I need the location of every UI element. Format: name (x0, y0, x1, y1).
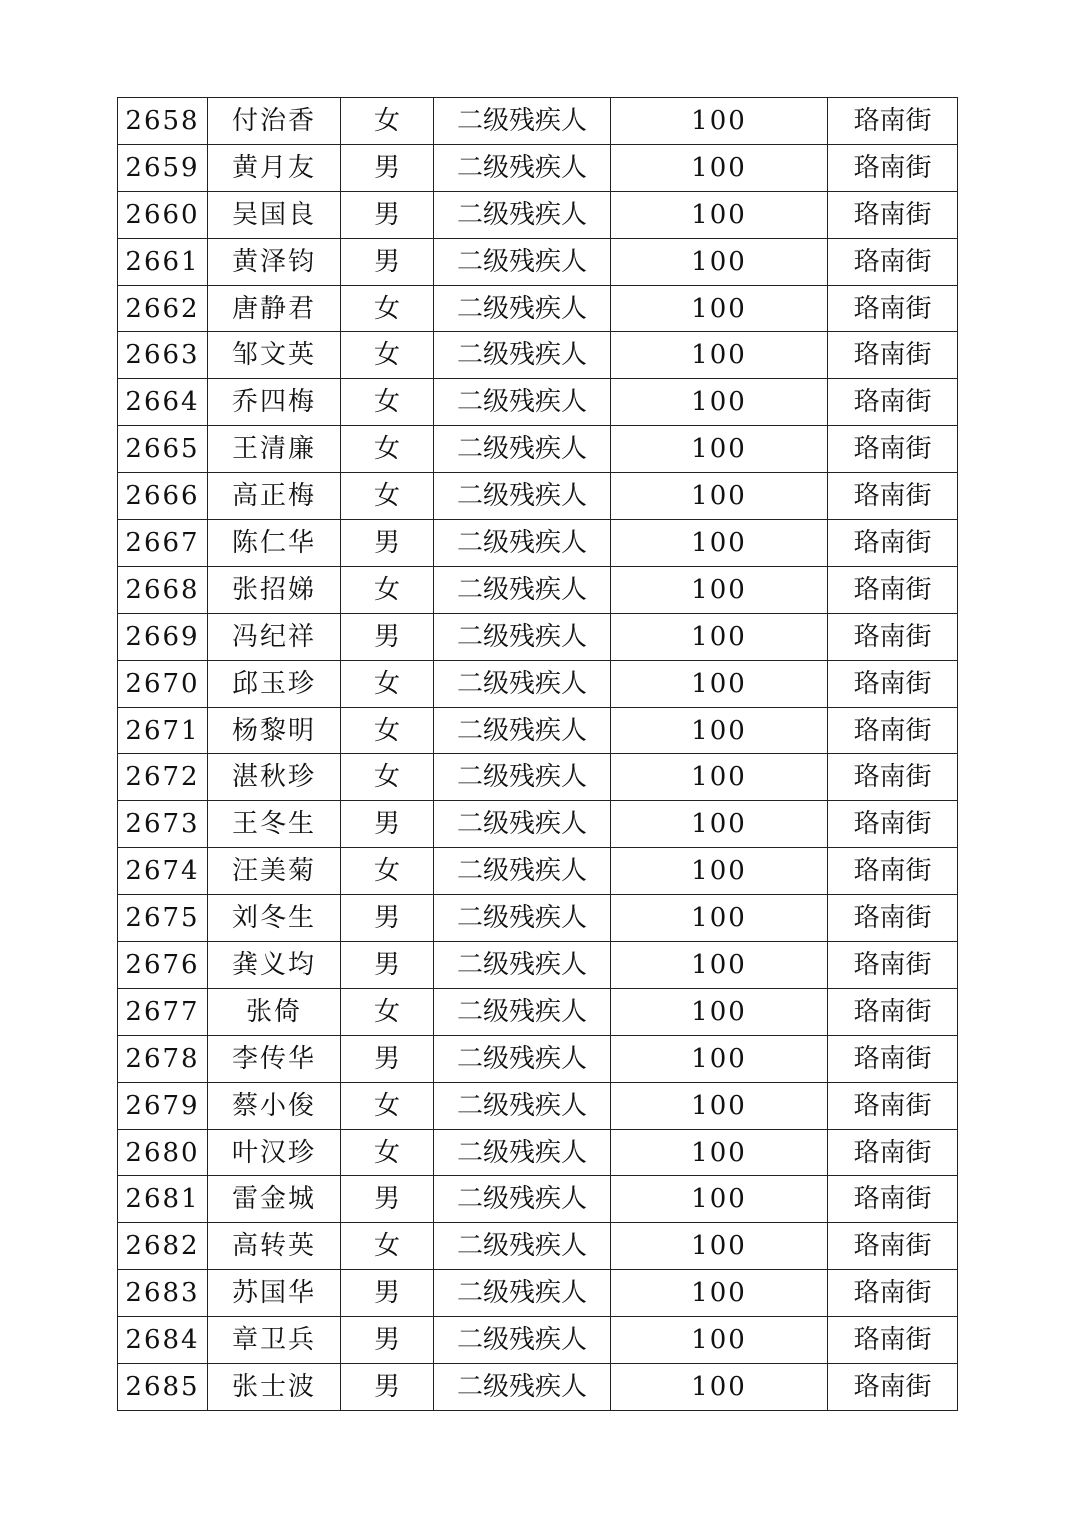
table-row (118, 801, 958, 848)
amount-cell: 100 (611, 332, 828, 379)
disability-category-cell: 二级残疾人 (434, 754, 611, 801)
amount-cell: 100 (611, 895, 828, 942)
row-number-cell: 2660 (118, 191, 208, 238)
gender-cell: 女 (341, 98, 434, 145)
gender-cell: 女 (341, 426, 434, 473)
table-row (118, 848, 958, 895)
person-name-cell: 乔四梅 (208, 379, 341, 426)
person-name-cell: 湛秋珍 (208, 754, 341, 801)
gender-cell: 女 (341, 332, 434, 379)
row-number-cell: 2669 (118, 613, 208, 660)
street-cell: 珞南街 (828, 1223, 958, 1270)
person-name-cell: 王清廉 (208, 426, 341, 473)
row-number-cell: 2682 (118, 1223, 208, 1270)
table-row (118, 473, 958, 520)
gender-cell: 女 (341, 660, 434, 707)
disability-category-cell: 二级残疾人 (434, 1223, 611, 1270)
person-name-cell: 章卫兵 (208, 1317, 341, 1364)
person-name-cell: 蔡小俊 (208, 1082, 341, 1129)
street-cell: 珞南街 (828, 473, 958, 520)
amount-cell: 100 (611, 191, 828, 238)
row-number-cell: 2679 (118, 1082, 208, 1129)
gender-cell: 男 (341, 144, 434, 191)
amount-cell: 100 (611, 1223, 828, 1270)
roster-table (117, 97, 958, 1411)
street-cell: 珞南街 (828, 191, 958, 238)
row-number-cell: 2666 (118, 473, 208, 520)
person-name-cell: 张招娣 (208, 566, 341, 613)
person-name-cell: 吴国良 (208, 191, 341, 238)
table-row (118, 1364, 958, 1411)
gender-cell: 男 (341, 801, 434, 848)
amount-cell: 100 (611, 988, 828, 1035)
amount-cell: 100 (611, 379, 828, 426)
street-cell: 珞南街 (828, 942, 958, 989)
row-number-cell: 2665 (118, 426, 208, 473)
row-number-cell: 2670 (118, 660, 208, 707)
table-row (118, 332, 958, 379)
amount-cell: 100 (611, 473, 828, 520)
gender-cell: 女 (341, 1129, 434, 1176)
row-number-cell: 2673 (118, 801, 208, 848)
table-row (118, 285, 958, 332)
gender-cell: 男 (341, 238, 434, 285)
row-number-cell: 2675 (118, 895, 208, 942)
amount-cell: 100 (611, 1082, 828, 1129)
amount-cell: 100 (611, 613, 828, 660)
table-row (118, 1317, 958, 1364)
person-name-cell: 冯纪祥 (208, 613, 341, 660)
table-row (118, 707, 958, 754)
amount-cell: 100 (611, 754, 828, 801)
street-cell: 珞南街 (828, 1317, 958, 1364)
table-row (118, 238, 958, 285)
table-row (118, 566, 958, 613)
amount-cell: 100 (611, 1176, 828, 1223)
gender-cell: 男 (341, 613, 434, 660)
disability-category-cell: 二级残疾人 (434, 660, 611, 707)
gender-cell: 男 (341, 1364, 434, 1411)
row-number-cell: 2667 (118, 520, 208, 567)
gender-cell: 女 (341, 1082, 434, 1129)
person-name-cell: 张士波 (208, 1364, 341, 1411)
roster-body (118, 98, 958, 1411)
street-cell: 珞南街 (828, 285, 958, 332)
amount-cell: 100 (611, 1129, 828, 1176)
street-cell: 珞南街 (828, 848, 958, 895)
gender-cell: 男 (341, 1176, 434, 1223)
gender-cell: 女 (341, 473, 434, 520)
disability-category-cell: 二级残疾人 (434, 613, 611, 660)
row-number-cell: 2659 (118, 144, 208, 191)
disability-category-cell: 二级残疾人 (434, 1035, 611, 1082)
street-cell: 珞南街 (828, 660, 958, 707)
row-number-cell: 2658 (118, 98, 208, 145)
person-name-cell: 杨黎明 (208, 707, 341, 754)
table-row (118, 1035, 958, 1082)
person-name-cell: 邱玉珍 (208, 660, 341, 707)
street-cell: 珞南街 (828, 1176, 958, 1223)
person-name-cell: 张倚 (208, 988, 341, 1035)
street-cell: 珞南街 (828, 1129, 958, 1176)
disability-category-cell: 二级残疾人 (434, 98, 611, 145)
street-cell: 珞南街 (828, 238, 958, 285)
gender-cell: 女 (341, 379, 434, 426)
row-number-cell: 2676 (118, 942, 208, 989)
street-cell: 珞南街 (828, 1270, 958, 1317)
row-number-cell: 2685 (118, 1364, 208, 1411)
disability-category-cell: 二级残疾人 (434, 238, 611, 285)
row-number-cell: 2681 (118, 1176, 208, 1223)
street-cell: 珞南街 (828, 988, 958, 1035)
gender-cell: 女 (341, 1223, 434, 1270)
person-name-cell: 黄泽钧 (208, 238, 341, 285)
person-name-cell: 王冬生 (208, 801, 341, 848)
table-row (118, 144, 958, 191)
row-number-cell: 2661 (118, 238, 208, 285)
table-row (118, 1082, 958, 1129)
gender-cell: 男 (341, 191, 434, 238)
row-number-cell: 2671 (118, 707, 208, 754)
amount-cell: 100 (611, 1035, 828, 1082)
amount-cell: 100 (611, 848, 828, 895)
street-cell: 珞南街 (828, 144, 958, 191)
street-cell: 珞南街 (828, 1082, 958, 1129)
row-number-cell: 2677 (118, 988, 208, 1035)
disability-category-cell: 二级残疾人 (434, 707, 611, 754)
amount-cell: 100 (611, 942, 828, 989)
disability-category-cell: 二级残疾人 (434, 1270, 611, 1317)
person-name-cell: 李传华 (208, 1035, 341, 1082)
person-name-cell: 陈仁华 (208, 520, 341, 567)
row-number-cell: 2680 (118, 1129, 208, 1176)
table-row (118, 613, 958, 660)
amount-cell: 100 (611, 98, 828, 145)
street-cell: 珞南街 (828, 1364, 958, 1411)
table-row (118, 520, 958, 567)
disability-category-cell: 二级残疾人 (434, 426, 611, 473)
person-name-cell: 高正梅 (208, 473, 341, 520)
person-name-cell: 黄月友 (208, 144, 341, 191)
disability-category-cell: 二级残疾人 (434, 895, 611, 942)
table-row (118, 379, 958, 426)
disability-category-cell: 二级残疾人 (434, 848, 611, 895)
disability-category-cell: 二级残疾人 (434, 1082, 611, 1129)
row-number-cell: 2672 (118, 754, 208, 801)
table-row (118, 1129, 958, 1176)
table-row (118, 660, 958, 707)
street-cell: 珞南街 (828, 379, 958, 426)
street-cell: 珞南街 (828, 520, 958, 567)
disability-category-cell: 二级残疾人 (434, 379, 611, 426)
disability-category-cell: 二级残疾人 (434, 566, 611, 613)
street-cell: 珞南街 (828, 895, 958, 942)
street-cell: 珞南街 (828, 98, 958, 145)
amount-cell: 100 (611, 238, 828, 285)
disability-category-cell: 二级残疾人 (434, 1129, 611, 1176)
row-number-cell: 2662 (118, 285, 208, 332)
gender-cell: 女 (341, 707, 434, 754)
disability-category-cell: 二级残疾人 (434, 332, 611, 379)
street-cell: 珞南街 (828, 1035, 958, 1082)
person-name-cell: 叶汉珍 (208, 1129, 341, 1176)
disability-category-cell: 二级残疾人 (434, 520, 611, 567)
street-cell: 珞南街 (828, 754, 958, 801)
row-number-cell: 2684 (118, 1317, 208, 1364)
amount-cell: 100 (611, 660, 828, 707)
gender-cell: 男 (341, 520, 434, 567)
table-row (118, 942, 958, 989)
table-row (118, 1223, 958, 1270)
street-cell: 珞南街 (828, 566, 958, 613)
table-row (118, 426, 958, 473)
table-row (118, 895, 958, 942)
gender-cell: 男 (341, 1317, 434, 1364)
person-name-cell: 邹文英 (208, 332, 341, 379)
disability-category-cell: 二级残疾人 (434, 1364, 611, 1411)
gender-cell: 女 (341, 754, 434, 801)
person-name-cell: 汪美菊 (208, 848, 341, 895)
gender-cell: 女 (341, 285, 434, 332)
row-number-cell: 2678 (118, 1035, 208, 1082)
street-cell: 珞南街 (828, 426, 958, 473)
person-name-cell: 唐静君 (208, 285, 341, 332)
table-row (118, 1176, 958, 1223)
amount-cell: 100 (611, 566, 828, 613)
table-row (118, 98, 958, 145)
disability-category-cell: 二级残疾人 (434, 144, 611, 191)
disability-category-cell: 二级残疾人 (434, 801, 611, 848)
disability-category-cell: 二级残疾人 (434, 1317, 611, 1364)
disability-category-cell: 二级残疾人 (434, 473, 611, 520)
disability-category-cell: 二级残疾人 (434, 988, 611, 1035)
person-name-cell: 高转英 (208, 1223, 341, 1270)
amount-cell: 100 (611, 1270, 828, 1317)
person-name-cell: 付治香 (208, 98, 341, 145)
amount-cell: 100 (611, 520, 828, 567)
gender-cell: 男 (341, 1270, 434, 1317)
person-name-cell: 雷金城 (208, 1176, 341, 1223)
disability-category-cell: 二级残疾人 (434, 942, 611, 989)
table-row (118, 1270, 958, 1317)
row-number-cell: 2664 (118, 379, 208, 426)
amount-cell: 100 (611, 801, 828, 848)
table-row (118, 988, 958, 1035)
street-cell: 珞南街 (828, 801, 958, 848)
person-name-cell: 龚义均 (208, 942, 341, 989)
gender-cell: 女 (341, 848, 434, 895)
street-cell: 珞南街 (828, 613, 958, 660)
amount-cell: 100 (611, 1364, 828, 1411)
row-number-cell: 2674 (118, 848, 208, 895)
table-row (118, 754, 958, 801)
person-name-cell: 刘冬生 (208, 895, 341, 942)
table-row (118, 191, 958, 238)
gender-cell: 女 (341, 566, 434, 613)
row-number-cell: 2663 (118, 332, 208, 379)
street-cell: 珞南街 (828, 332, 958, 379)
gender-cell: 男 (341, 942, 434, 989)
amount-cell: 100 (611, 707, 828, 754)
street-cell: 珞南街 (828, 707, 958, 754)
gender-cell: 男 (341, 1035, 434, 1082)
amount-cell: 100 (611, 1317, 828, 1364)
row-number-cell: 2683 (118, 1270, 208, 1317)
row-number-cell: 2668 (118, 566, 208, 613)
amount-cell: 100 (611, 285, 828, 332)
disability-category-cell: 二级残疾人 (434, 1176, 611, 1223)
amount-cell: 100 (611, 426, 828, 473)
person-name-cell: 苏国华 (208, 1270, 341, 1317)
disability-category-cell: 二级残疾人 (434, 285, 611, 332)
gender-cell: 女 (341, 988, 434, 1035)
disability-category-cell: 二级残疾人 (434, 191, 611, 238)
amount-cell: 100 (611, 144, 828, 191)
gender-cell: 男 (341, 895, 434, 942)
